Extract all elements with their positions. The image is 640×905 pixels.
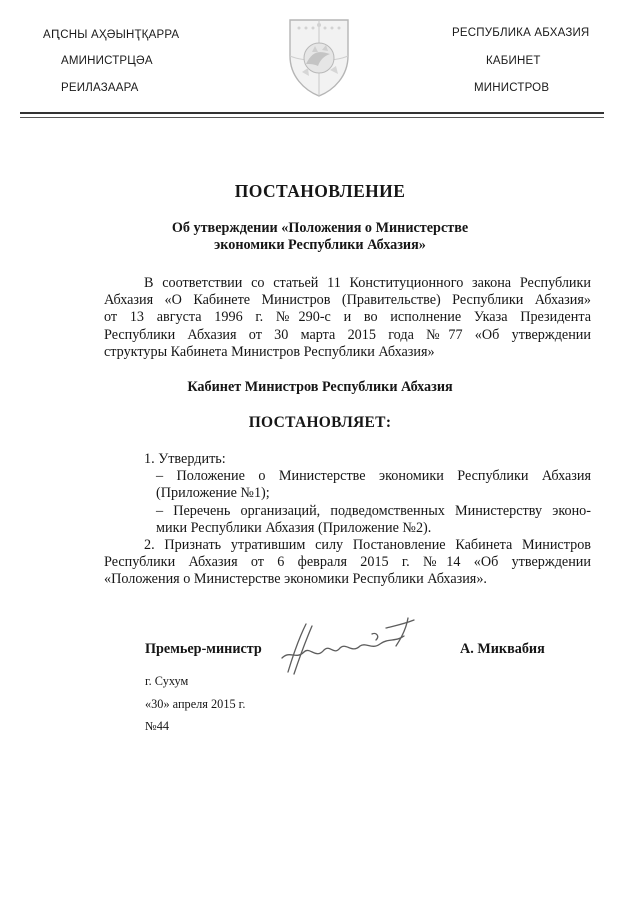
document-date: «30» апреля 2015 г. — [145, 697, 246, 711]
preamble — [104, 275, 591, 361]
header-left-line-3: РЕИЛАЗААРА — [61, 82, 139, 94]
signatory-name: А. Миквабия — [460, 641, 545, 657]
item-1-a-line-2: (Приложение №1); — [156, 485, 270, 502]
header-right-line-3: МИНИСТРОВ — [474, 82, 550, 94]
preamble-line-3: от 13 августа 1996 г. №290-с и во исполнение Указа Президента — [104, 309, 591, 326]
issuing-body: Кабинет Министров Республики Абхазия — [187, 379, 453, 395]
item-1-b-line-1: – Перечень организаций, подведомственных Министерству эконо- — [156, 502, 591, 519]
item-1-b-line-2: мики Республики Абхазия (Приложение №2). — [156, 519, 432, 536]
signatory-position: Премьер-министр — [145, 641, 262, 657]
preamble-line-4: Республики Абхазия от 30 марта 2015 года №77 «Об утверждении — [104, 326, 591, 343]
decree-items — [104, 451, 591, 589]
header-left-line-1: АԤСНЫ АҲӘЫНҬҚАРРА — [43, 29, 180, 41]
header-right-line-1: РЕСПУБЛИКА АБХАЗИЯ — [452, 27, 590, 39]
header-rule-thick — [20, 112, 604, 114]
header-rule-thin — [20, 117, 604, 118]
document-place: г. Сухум — [145, 674, 189, 688]
item-2-line-3: «Положения о Министерстве экономики Республики Абхазия». — [104, 571, 487, 588]
document-subject-line-1: Об утверждении «Положения о Министерстве — [171, 220, 469, 236]
preamble-line-5: структуры Кабинета Министров Республики Абхазия» — [104, 343, 435, 360]
item-1-heading: 1. Утвердить: — [144, 451, 226, 467]
item-1-a-line-1: – Положение о Министерстве экономики Республики Абхазия — [156, 468, 591, 485]
handwritten-signature — [276, 614, 426, 678]
abkhazia-coat-of-arms-icon — [284, 16, 354, 98]
item-2-line-2: Республики Абхазия от 6 февраля 2015 г. №14 «Об утверждении — [104, 554, 591, 571]
header-left-line-2: АМИНИСТРЦӘА — [61, 55, 153, 67]
document-subject-line-2: экономики Республики Абхазия» — [214, 237, 426, 253]
item-2-line-1: 2. Признать утратившим силу Постановление Кабинета Министров — [144, 537, 591, 554]
document-title: ПОСТАНОВЛЕНИЕ — [234, 181, 406, 201]
decree-word: ПОСТАНОВЛЯЕТ: — [248, 414, 392, 431]
header-right-line-2: КАБИНЕТ — [486, 55, 541, 67]
preamble-line-1: В соответствии со статьей 11 Конституционного закона Республики — [144, 275, 591, 291]
document-number: №44 — [145, 719, 170, 733]
preamble-line-2: Абхазия «О Кабинете Министров (Правительстве) Республики Абхазия» — [104, 292, 591, 309]
